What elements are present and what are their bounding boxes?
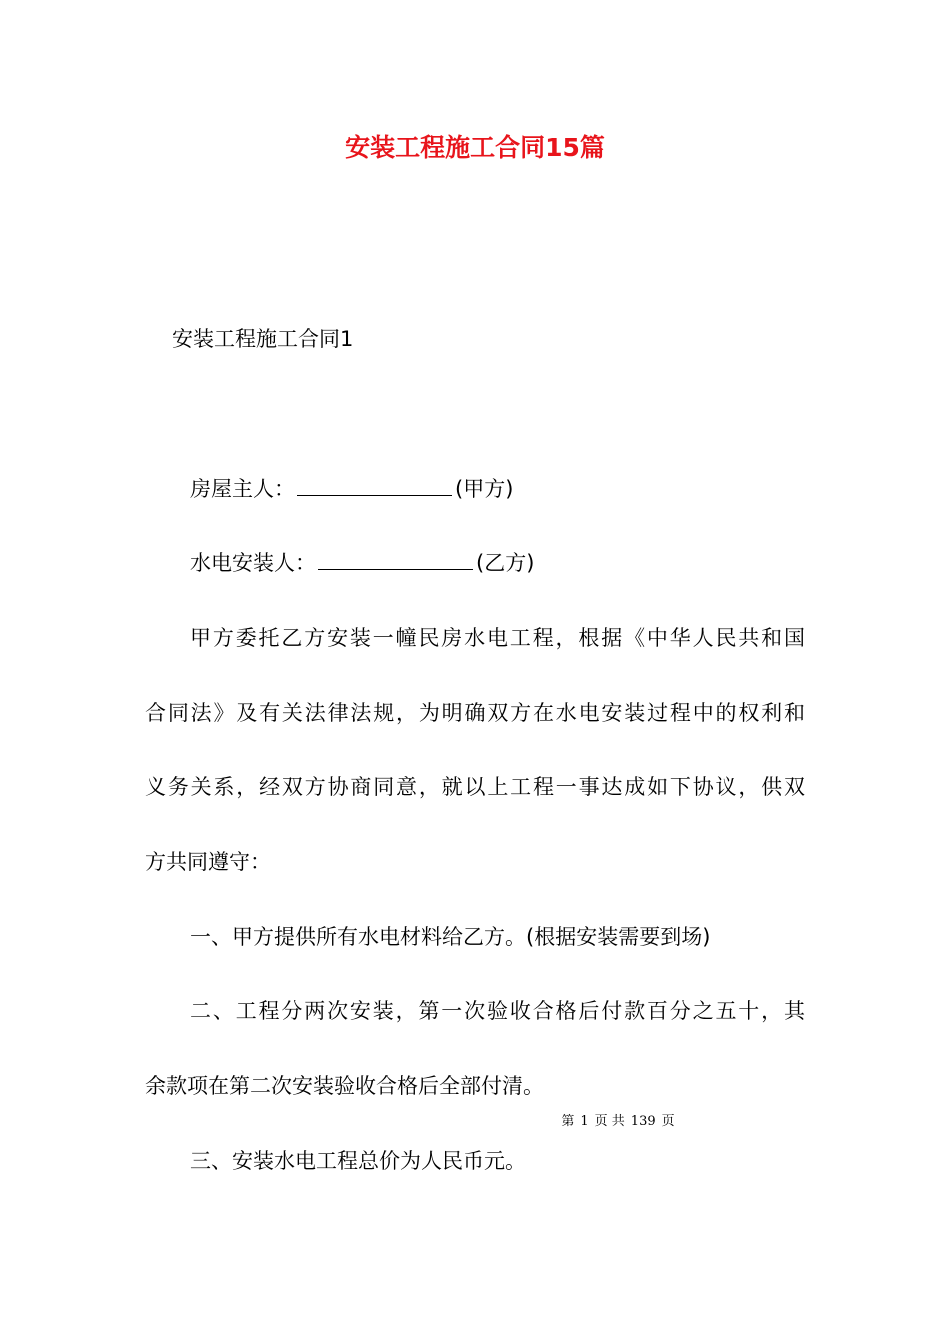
page-current: 1 — [580, 1114, 589, 1129]
clause-2-line-2: 余款项在第二次安装验收合格后全部付清。 — [145, 1074, 544, 1098]
clause-1: 一、甲方提供所有水电材料给乙方。(根据安装需要到场) — [190, 925, 711, 949]
paragraph-1-line-4: 方共同遵守： — [145, 850, 271, 874]
owner-suffix: (甲方) — [455, 477, 514, 501]
section-heading: 安装工程施工合同1 — [172, 327, 354, 351]
page-number-footer — [0, 1113, 950, 1131]
installer-label: 水电安装人： — [190, 551, 316, 575]
clause-2-line-1: 二、工程分两次安装，第一次验收合格后付款百分之五十，其 — [190, 999, 805, 1023]
document-title: 安装工程施工合同15篇 — [345, 133, 605, 162]
page-suffix: 页 — [661, 1114, 675, 1129]
page-mid: 页 共 — [594, 1114, 625, 1129]
installer-line — [190, 547, 534, 579]
installer-blank — [318, 547, 473, 570]
paragraph-1-line-1: 甲方委托乙方安装一幢民房水电工程，根据《中华人民共和国 — [190, 626, 805, 650]
installer-suffix: (乙方) — [476, 551, 535, 575]
page-prefix: 第 — [561, 1114, 575, 1129]
paragraph-1-line-3: 义务关系，经双方协商同意，就以上工程一事达成如下协议，供双 — [145, 775, 805, 799]
clause-3: 三、安装水电工程总价为人民币元。 — [190, 1149, 526, 1173]
owner-label: 房屋主人： — [190, 477, 295, 501]
paragraph-1-line-2: 合同法》及有关法律法规，为明确双方在水电安装过程中的权利和 — [145, 701, 805, 725]
owner-blank — [297, 473, 452, 496]
owner-line — [190, 473, 513, 505]
page-total: 139 — [630, 1114, 656, 1129]
